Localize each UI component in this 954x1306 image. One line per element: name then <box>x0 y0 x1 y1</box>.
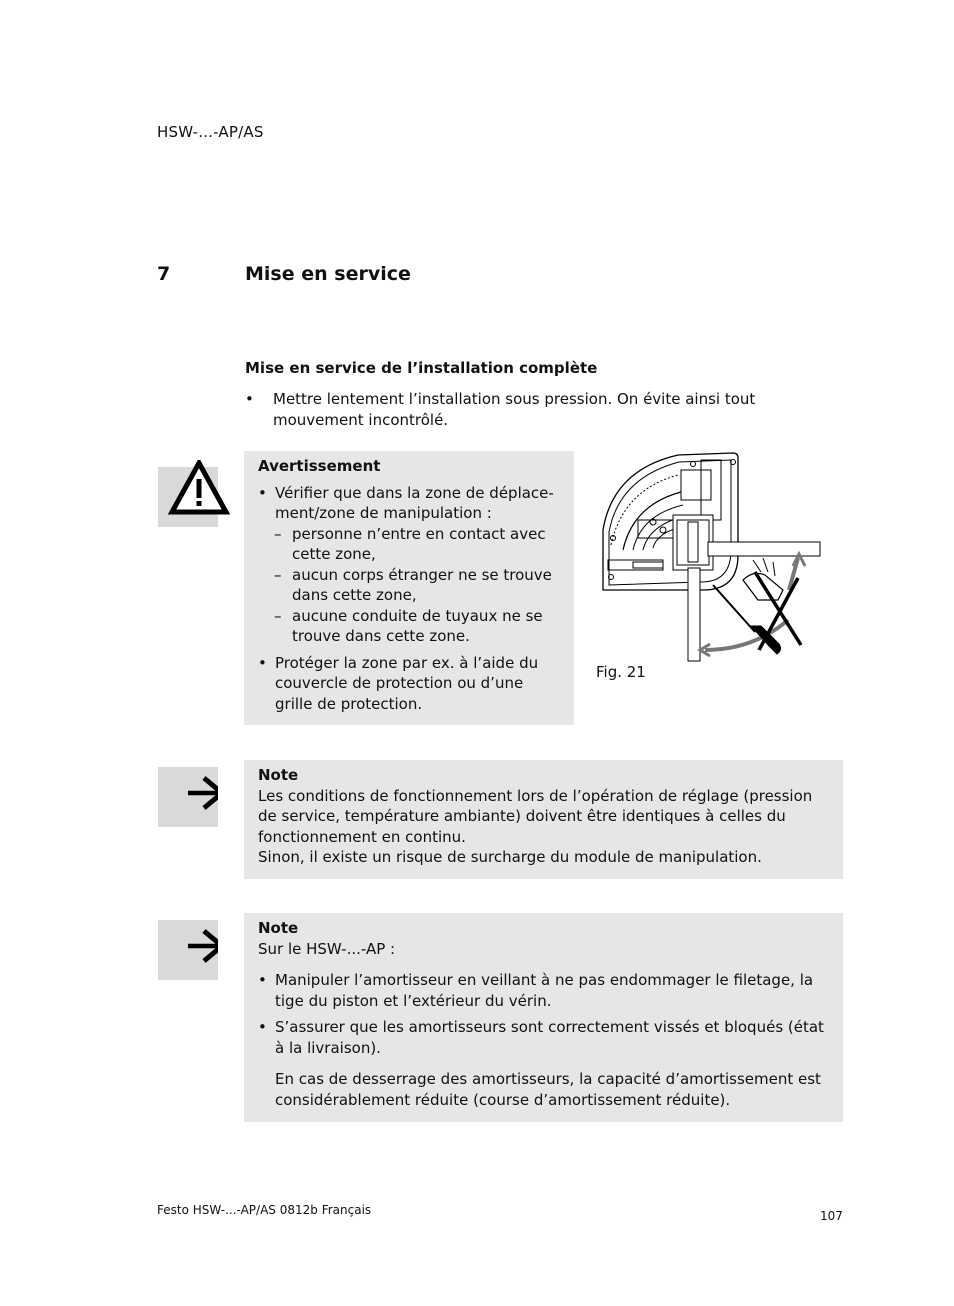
arrow-right-icon <box>158 920 218 980</box>
bullet-glyph: • <box>258 971 267 989</box>
bullet-glyph: • <box>258 483 267 502</box>
note-paragraph-text: En cas de desserrage des amortisseurs, la capacité d’amortissement est considérablement réduite (course d’amortissement réduite). <box>275 1070 821 1109</box>
note-item-text: S’assurer que les amortisseurs sont correctement vissés et bloqués (état à la livraison). <box>275 1018 824 1057</box>
section-heading: Mise en service de l’installation complète <box>245 359 598 377</box>
dash-glyph: – <box>274 606 282 625</box>
warning-item-text: Protéger la zone par ex. à l’aide du couvercle de protection ou d’une grille de protection. <box>275 653 539 713</box>
figure-21-drawing <box>593 450 823 665</box>
warning-title: Avertissement <box>258 457 381 475</box>
warning-subitem <box>258 524 560 565</box>
warning-subitem-text: aucun corps étranger ne se trouve dans cette zone, <box>292 565 552 604</box>
dash-glyph: – <box>274 565 282 584</box>
warning-item-text: Vérifier que dans la zone de déplacement/zone de manipulation : <box>275 483 554 522</box>
chapter-number: 7 <box>157 263 171 285</box>
intro-bullet <box>245 389 845 430</box>
warning-subitem <box>258 565 560 606</box>
arrow-right-icon <box>158 767 218 827</box>
page-number: 107 <box>820 1209 843 1223</box>
note-text: Sinon, il existe un risque de surcharge du module de manipulation. <box>258 848 762 866</box>
note-text: Les conditions de fonctionnement lors de l’opération de réglage (pression de service, température ambiante) doivent être identiques à celles du fonctionnement en continu. <box>258 786 813 846</box>
bullet-glyph: • <box>258 1018 267 1036</box>
note-icon-panel <box>158 920 218 980</box>
note-box <box>244 760 843 879</box>
warning-icon-panel <box>158 467 218 527</box>
intro-text: Mettre lentement l’installation sous pression. On évite ainsi tout mouvement incontrôlé. <box>273 390 756 429</box>
warning-triangle-shape <box>168 460 230 516</box>
warning-subitem-text: personne n’entre en contact avec cette zone, <box>292 524 546 563</box>
handling-module-illustration <box>593 450 823 665</box>
footer-doc-id: Festo HSW-...-AP/AS 0812b Français <box>157 1203 372 1217</box>
warning-item <box>258 653 560 715</box>
bullet-glyph: • <box>245 390 254 408</box>
bullet-glyph: • <box>258 653 267 672</box>
note-item <box>258 1017 829 1058</box>
note-title: Note <box>258 766 299 784</box>
warning-box <box>244 451 574 725</box>
running-header: HSW-...-AP/AS <box>157 123 264 141</box>
warning-subitem-text: aucune conduite de tuyaux ne se trouve dans cette zone. <box>292 606 543 645</box>
dash-glyph: – <box>274 524 282 543</box>
note-subtitle: Sur le HSW-...-AP : <box>258 939 396 958</box>
note-item <box>258 970 829 1011</box>
figure-caption: Fig. 21 <box>596 663 646 681</box>
note-paragraph <box>258 1069 829 1110</box>
warning-item <box>258 483 560 524</box>
note-box <box>244 913 843 1122</box>
warning-subitem <box>258 606 560 647</box>
note-icon-panel <box>158 767 218 827</box>
chapter-title: Mise en service <box>245 263 411 285</box>
note-title: Note <box>258 919 299 937</box>
note-item-text: Manipuler l’amortisseur en veillant à ne pas endommager le filetage, la tige du piston et l’extérieur du vérin. <box>275 971 814 1010</box>
